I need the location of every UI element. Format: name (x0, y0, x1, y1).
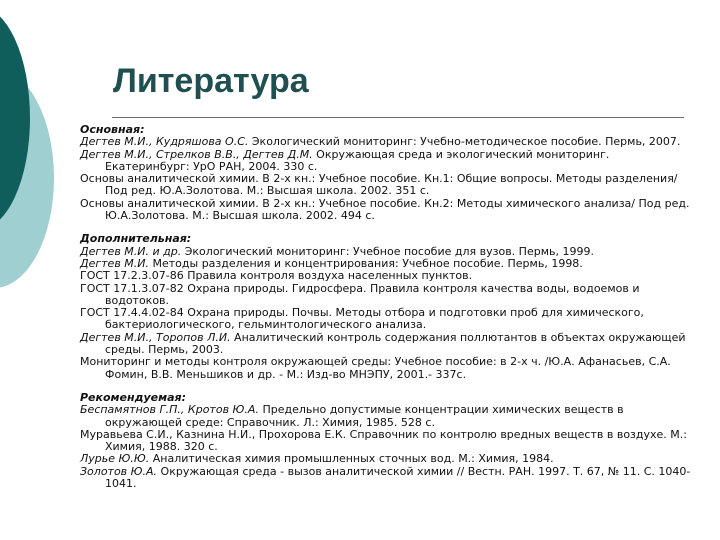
list-item (80, 429, 692, 454)
list-item (80, 332, 692, 357)
entry-text: Предельно допустимые концентрации химических веществ в окружающей среде: Справочник. Л.: Химия, 1985. 528 с. (105, 403, 624, 429)
entry-authors: Дегтев М.И. и др. (80, 244, 182, 258)
entry-text: Основы аналитической химии. В 2-х кн.: Учебное пособие. Кн.2: Методы химического анализа/ Под ред. Ю.А.Золотова. М.: Высшая школа. 2002. 494 с. (80, 196, 690, 223)
section-heading: Рекомендуемая: (80, 390, 186, 404)
entry-text: Экологический мониторинг: Учебно-методическое пособие. Пермь, 2007. (248, 135, 681, 149)
entry-text: Методы разделения и концентрирования: Учебное пособие. Пермь, 1998. (149, 256, 583, 270)
entry-authors: Лурье Ю.Ю. (80, 452, 150, 466)
entry-authors: Дегтев М.И., Стрелков В.В., Дегтев Д.М. (80, 147, 313, 161)
section-additional (80, 233, 692, 381)
entry-authors: Дегтев М.И., Торопов Л.И. (80, 330, 231, 344)
section-heading: Дополнительная: (80, 232, 192, 246)
list-item (80, 307, 692, 332)
list-item (80, 198, 692, 223)
entry-authors: Золотов Ю.А. (80, 464, 158, 478)
entry-text: ГОСТ 17.2.3.07-86 Правила контроля воздуха населенных пунктов. (80, 269, 473, 283)
entry-text: Экологический мониторинг: Учебное пособие для вузов. Пермь, 1999. (181, 244, 594, 258)
entry-text: Окружающая среда и экологический мониторинг. Екатеринбург: УрО РАН, 2004. 330 с. (105, 147, 610, 173)
section-recommended (80, 392, 692, 490)
entry-text: Окружающая среда - вызов аналитической химии // Вестн. РАН. 1997. Т. 67, № 11. С. 1040-1041. (105, 464, 691, 491)
section-heading: Основная: (80, 123, 145, 136)
decorative-teal-shapes (0, 0, 70, 540)
bibliography-content (80, 124, 692, 490)
list-item (80, 283, 692, 308)
entry-text: ГОСТ 17.1.3.07-82 Охрана природы. Гидросфера. Правила контроля качества воды, водоемов и водотоков. (80, 281, 640, 307)
entry-text: ГОСТ 17.4.4.02-84 Охрана природы. Почвы. Методы отбора и подготовки проб для химического, бактериологического, гельминтологического анализа. (80, 306, 644, 332)
entry-text: Аналитическая химия промышленных сточных вод. М.: Химия, 1984. (149, 452, 554, 466)
entry-authors: Дегтев М.И. (80, 256, 150, 270)
entry-text: Муравьева С.И., Казнина Н.И., Прохорова Е.К. Справочник по контролю вредных веществ в воздухе. М.: Химия, 1988. 320 с. (80, 427, 687, 454)
entry-authors: Дегтев М.И., Кудряшова О.С. (80, 135, 249, 149)
list-item (80, 149, 692, 174)
page-title: Литература (113, 62, 309, 100)
entry-text: Основы аналитической химии. В 2-х кн.: Учебное пособие. Кн.1: Общие вопросы. Методы разделения/ Под ред. Ю.А.Золотова. М.: Высшая школа. 2002. 351 с. (80, 172, 678, 198)
list-item (80, 173, 692, 198)
entry-text: Мониторинг и методы контроля окружающей среды: Учебное пособие: в 2-х ч. /Ю.А. Афанасьев, С.А. Фомин, В.В. Меньшиков и др. - М.: Изд-во МНЭПУ, 2001.- 337с. (80, 355, 671, 381)
entry-text: Аналитический контроль содержания поллютантов в объектах окружающей среды. Пермь, 2003. (105, 330, 686, 357)
list-item (80, 356, 692, 381)
list-item (80, 404, 692, 429)
list-item (80, 466, 692, 491)
title-divider (112, 117, 684, 118)
entry-authors: Беспамятнов Г.П., Кротов Ю.А. (80, 403, 259, 417)
teal-arc-shapes-icon (0, 0, 70, 540)
section-main (80, 124, 692, 222)
